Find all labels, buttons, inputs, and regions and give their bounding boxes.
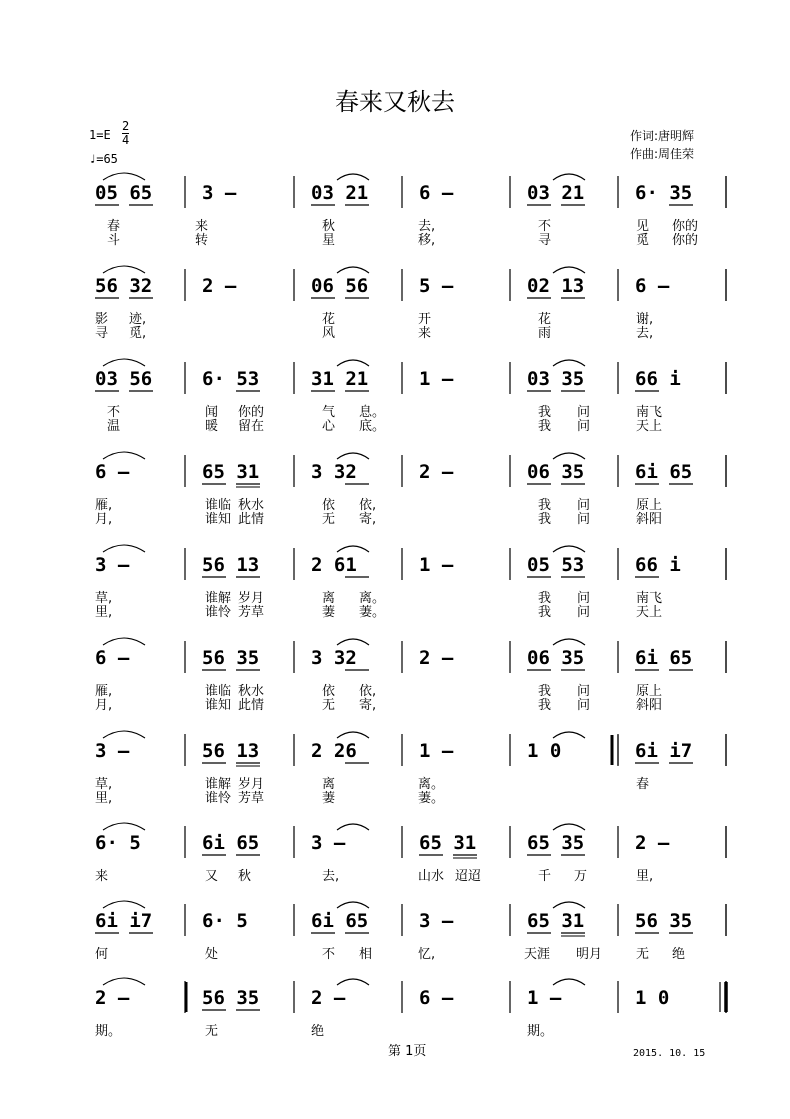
lyric-syllable: 我 [538,512,552,527]
lyric-syllable: 月, [95,512,113,527]
measure-notes: 6 – [419,182,454,204]
slur-arc [337,546,369,552]
lyric-syllable: 秋水 [238,498,265,513]
lyricist-credit: 作词:唐明辉 [630,129,695,143]
lyric-syllable: 芳草 [238,605,265,620]
page-number: 第 1页 [388,1044,427,1059]
measure-notes: 56 13 [202,554,260,576]
measure-notes: 6· 5 [202,910,248,932]
measure-notes: 03 35 [527,368,585,390]
lyric-syllable: 谁知 [205,512,232,527]
measure-notes: 56 32 [95,275,153,297]
lyric-syllable: 影 [95,312,109,327]
lyric-syllable: 离 [322,591,336,606]
lyric-syllable: 谁解 [205,591,232,606]
lyric-syllable: 里, [636,869,654,884]
lyric-syllable: 南飞 [636,591,663,606]
measure-notes: 65 31 [419,832,477,854]
lyric-syllable: 期。 [95,1024,122,1039]
song-title: 春来又秋去 [335,88,455,116]
lyric-syllable: 草, [95,591,113,606]
lyric-syllable: 相 [359,947,373,962]
lyric-syllable: 我 [538,591,552,606]
lyric-syllable: 里, [95,791,113,806]
lyric-syllable: 来 [418,326,432,341]
lyric-syllable: 无 [322,698,336,713]
lyric-syllable: 寄, [359,698,377,713]
lyric-syllable: 问 [577,698,591,713]
lyric-syllable: 我 [538,498,552,513]
lyric-syllable: 我 [538,419,552,434]
slur-arc [553,174,585,180]
measure-notes: 56 35 [202,647,260,669]
lyric-syllable: 离。 [359,591,386,606]
measure-notes: 06 35 [527,647,585,669]
lyric-syllable: 绝 [672,947,686,962]
lyric-syllable: 我 [538,698,552,713]
measure-notes: 66 i [635,554,681,576]
lyric-syllable: 不 [538,219,552,234]
tempo-value: =65 [96,152,118,166]
measure-notes: 6i 65 [635,647,693,669]
lyric-syllable: 何 [95,947,109,962]
slur-arc [337,453,369,459]
slur-arc [337,174,369,180]
measure-notes: 02 13 [527,275,585,297]
lyric-syllable: 转 [195,233,209,248]
lyric-syllable: 依, [359,498,377,513]
slur-arc [337,902,369,908]
lyric-syllable: 问 [577,405,591,420]
lyric-syllable: 移, [418,233,436,248]
measure-notes: 1 0 [635,987,670,1009]
lyric-syllable: 谁临 [205,684,232,699]
lyric-syllable: 去, [418,219,436,234]
lyric-syllable: 觅 [636,233,650,248]
lyric-syllable: 谁知 [205,698,232,713]
measure-notes: 2 – [635,832,670,854]
measure-notes: 06 35 [527,461,585,483]
lyric-syllable: 问 [577,591,591,606]
lyric-syllable: 萋。 [359,605,386,620]
slur-arc [553,824,585,830]
lyric-syllable: 我 [538,405,552,420]
lyric-syllable: 草, [95,777,113,792]
measure-notes: 2 – [419,461,454,483]
composer-credit: 作曲:周佳荣 [630,147,695,161]
measure-notes: 03 21 [311,182,369,204]
measure-notes: 6i i7 [95,910,153,932]
lyric-syllable: 花 [322,312,336,327]
slur-arc [103,901,145,908]
lyric-syllable: 原上 [636,684,663,699]
lyric-syllable: 迹, [129,312,147,327]
slur-arc [337,639,369,645]
lyric-syllable: 依, [359,684,377,699]
lyric-syllable: 问 [577,684,591,699]
slur-arc [337,979,369,985]
slur-arc [337,824,369,830]
lyric-syllable: 见 [636,219,650,234]
lyric-syllable: 天涯 [524,947,551,962]
measure-notes: 6· 53 [202,368,260,390]
measure-notes: 3 – [419,910,454,932]
key-signature: 1=E [89,128,111,142]
measure-notes: 2 – [202,275,237,297]
meter-bottom: 4 [122,133,130,147]
measure-notes: 2 26 [311,740,357,762]
measure-notes: 6 – [95,461,130,483]
lyric-syllable: 寻 [95,326,109,341]
lyric-syllable: 明月 [576,947,603,962]
lyric-syllable: 去, [636,326,654,341]
slur-arc [553,267,585,273]
lyric-syllable: 萋。 [418,791,445,806]
measure-notes: 5 – [419,275,454,297]
measure-notes: 6· 5 [95,832,141,854]
slur-arc [337,267,369,273]
lyric-syllable: 原上 [636,498,663,513]
lyric-syllable: 谁怜 [205,791,232,806]
date-stamp: 2015. 10. 15 [633,1048,706,1059]
lyric-syllable: 觅, [129,326,147,341]
lyric-syllable: 谢, [636,312,654,327]
lyric-syllable: 来 [95,869,109,884]
lyric-syllable: 我 [538,605,552,620]
lyric-syllable: 留在 [238,419,265,434]
lyric-syllable: 温 [107,419,121,434]
lyric-syllable: 无 [322,512,336,527]
measure-notes: 6i 65 [311,910,369,932]
lyric-syllable: 岁月 [238,591,265,606]
lyric-syllable: 千 [538,869,552,884]
quarter-note-icon: ♩ [89,152,97,166]
measure-notes: 65 31 [527,910,585,932]
slur-arc [103,266,145,273]
slur-arc [553,360,585,366]
slur-arc [103,638,145,645]
lyric-syllable: 万 [574,869,588,884]
lyric-syllable: 斜阳 [636,512,663,527]
measure-notes: 6 – [419,987,454,1009]
lyric-syllable: 去, [322,869,340,884]
lyric-syllable: 天上 [636,605,663,620]
slur-arc [103,545,145,552]
measure-notes: 1 – [419,554,454,576]
lyric-syllable: 无 [636,947,650,962]
lyric-syllable: 天上 [636,419,663,434]
lyric-syllable: 月, [95,698,113,713]
lyric-syllable: 秋水 [238,684,265,699]
lyric-syllable: 处 [205,947,219,962]
measure-notes: 1 0 [527,740,562,762]
slur-arc [553,639,585,645]
slur-arc [103,359,145,366]
lyric-syllable: 不 [107,405,121,420]
lyric-syllable: 雁, [95,684,113,699]
measure-notes: 05 53 [527,554,585,576]
lyric-syllable: 离。 [418,777,445,792]
lyric-syllable: 萋 [322,605,336,620]
lyric-syllable: 又 [205,869,219,884]
lyric-syllable: 风 [322,326,336,341]
measure-notes: 56 35 [635,910,693,932]
measure-notes: 56 35 [202,987,260,1009]
measure-notes: 06 56 [311,275,369,297]
lyric-syllable: 你的 [672,233,699,248]
measure-notes: 1 – [419,740,454,762]
lyric-syllable: 来 [195,219,209,234]
measure-notes: 2 61 [311,554,357,576]
lyric-syllable: 问 [577,498,591,513]
lyric-syllable: 绝 [311,1024,325,1039]
measure-notes: 3 32 [311,647,357,669]
lyric-syllable: 星 [322,233,336,248]
lyric-syllable: 无 [205,1024,219,1039]
lyric-syllable: 斗 [107,233,121,248]
measure-notes: 56 13 [202,740,260,762]
slur-arc [103,731,145,738]
slur-arc [103,978,145,985]
lyric-syllable: 萋 [322,791,336,806]
measure-notes: 6i 65 [202,832,260,854]
lyric-syllable: 依 [322,684,336,699]
lyric-syllable: 春 [636,777,650,792]
lyric-syllable: 你的 [238,405,265,420]
lyric-syllable: 南飞 [636,405,663,420]
slur-arc [553,979,585,985]
lyric-syllable: 岁月 [238,777,265,792]
lyric-syllable: 你的 [672,219,699,234]
slur-arc [337,360,369,366]
lyric-syllable: 气 [322,405,336,420]
measure-notes: 6· 35 [635,182,693,204]
lyric-syllable: 斜阳 [636,698,663,713]
lyric-syllable: 花 [538,312,552,327]
slur-arc [337,732,369,738]
slur-arc [103,452,145,459]
measure-notes: 6i i7 [635,740,693,762]
lyric-syllable: 离 [322,777,336,792]
lyric-syllable: 芳草 [238,791,265,806]
lyric-syllable: 问 [577,512,591,527]
measure-notes: 6 – [95,647,130,669]
lyric-syllable: 开 [418,312,432,327]
measure-notes: 6 – [635,275,670,297]
meter-top: 2 [122,119,130,133]
lyric-syllable: 寻 [538,233,552,248]
lyric-syllable: 谁怜 [205,605,232,620]
measure-notes: 3 32 [311,461,357,483]
slur-arc [103,823,145,830]
measure-notes: 03 21 [527,182,585,204]
measure-notes: 66 i [635,368,681,390]
lyric-syllable: 雁, [95,498,113,513]
lyric-syllable: 不 [322,947,336,962]
measure-notes: 1 – [527,987,562,1009]
lyric-syllable: 心 [322,419,336,434]
lyric-syllable: 我 [538,684,552,699]
lyric-syllable: 谁临 [205,498,232,513]
measure-notes: 6i 65 [635,461,693,483]
lyric-syllable: 谁解 [205,777,232,792]
measure-notes: 2 – [95,987,130,1009]
lyric-syllable: 秋 [322,219,336,234]
lyric-syllable: 迢迢 [455,869,482,884]
slur-arc [553,732,585,738]
measure-notes: 3 – [95,554,130,576]
lyric-syllable: 暖 [205,419,219,434]
measure-notes: 2 – [311,987,346,1009]
measure-notes: 03 56 [95,368,153,390]
lyric-syllable: 寄, [359,512,377,527]
lyric-syllable: 春 [107,219,121,234]
lyric-syllable: 忆, [418,947,436,962]
measure-notes: 65 31 [202,461,260,483]
lyric-syllable: 期。 [527,1024,554,1039]
lyric-syllable: 雨 [538,326,552,341]
measure-notes: 3 – [202,182,237,204]
lyric-syllable: 秋 [238,869,252,884]
slur-arc [553,453,585,459]
lyric-syllable: 问 [577,605,591,620]
measure-notes: 31 21 [311,368,369,390]
lyric-syllable: 此情 [238,512,265,527]
lyric-syllable: 闻 [205,405,219,420]
measure-notes: 3 – [311,832,346,854]
slur-arc [553,546,585,552]
lyric-syllable: 山水 [418,869,445,884]
lyric-syllable: 里, [95,605,113,620]
measure-notes: 3 – [95,740,130,762]
measure-notes: 65 35 [527,832,585,854]
lyric-syllable: 底。 [359,419,386,434]
lyric-syllable: 息。 [359,405,386,420]
lyric-syllable: 依 [322,498,336,513]
lyric-syllable: 问 [577,419,591,434]
measure-notes: 2 – [419,647,454,669]
slur-arc [103,173,145,180]
slur-arc [553,902,585,908]
measure-notes: 05 65 [95,182,153,204]
measure-notes: 1 – [419,368,454,390]
lyric-syllable: 此情 [238,698,265,713]
